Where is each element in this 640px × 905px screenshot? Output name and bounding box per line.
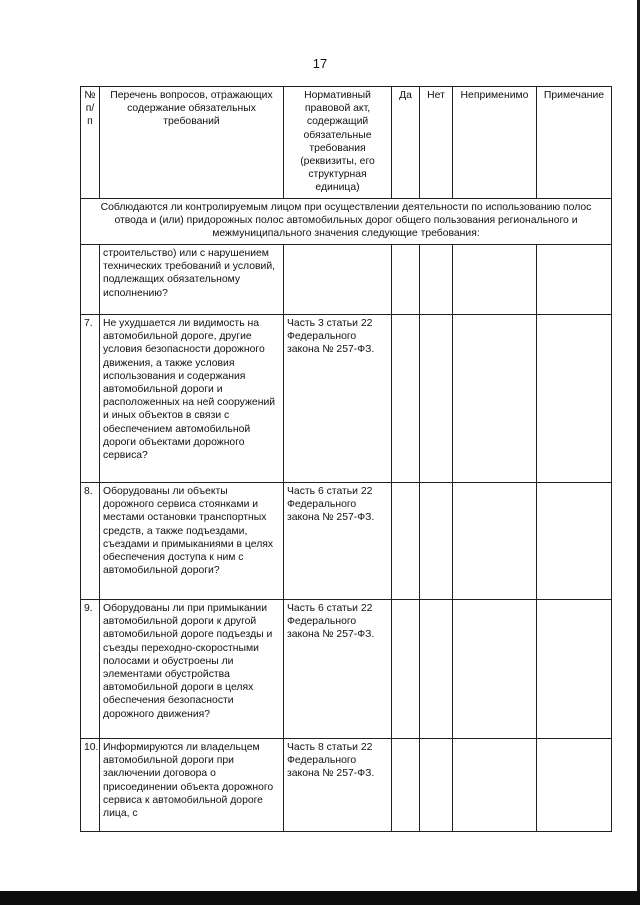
checklist-table bbox=[80, 86, 612, 832]
table-row bbox=[81, 245, 612, 315]
row-yes-cell[interactable] bbox=[392, 245, 420, 315]
row-question: Оборудованы ли при примыкании автомобильной дороги к другой автомобильной дороге подъезды и съезды переходно-скоростными полосами и обустроены ли элементами обустройства автомобильной дороги в целях обеспечения безопасности дорожного движения? bbox=[100, 600, 284, 739]
row-note-cell[interactable] bbox=[537, 245, 612, 315]
row-yes-cell[interactable] bbox=[392, 315, 420, 483]
row-no-cell[interactable] bbox=[420, 483, 453, 600]
row-note-cell[interactable] bbox=[537, 739, 612, 832]
row-not-applicable-cell[interactable] bbox=[453, 600, 537, 739]
page-number: 17 bbox=[312, 56, 328, 71]
row-legal-act bbox=[284, 245, 392, 315]
row-yes-cell[interactable] bbox=[392, 483, 420, 600]
section-title: Соблюдаются ли контролируемым лицом при осуществлении деятельности по использованию полос отвода и (или) придорожных полос автомобильных дорог общего пользования регионального и межмуниципального значения следующие требования: bbox=[81, 199, 612, 245]
header-row bbox=[81, 87, 612, 199]
row-question: Не ухудшается ли видимость на автомобильной дороге, другие условия безопасности дорожного движения, а также условия использования и содержания автомобильной дороги и расположенных на ней сооружений и иных объектов в связи с обеспечением автомобильной дороги объектами дорожного сервиса? bbox=[100, 315, 284, 483]
row-question: Оборудованы ли объекты дорожного сервиса стоянками и местами остановки транспортных средств, а также подъездами, съездами и примыканиями в целях обеспечения доступа к ним с автомобильной дороги? bbox=[100, 483, 284, 600]
row-no-cell[interactable] bbox=[420, 739, 453, 832]
row-note-cell[interactable] bbox=[537, 483, 612, 600]
row-number: 7. bbox=[81, 315, 100, 483]
table-row bbox=[81, 600, 612, 739]
row-number: 9. bbox=[81, 600, 100, 739]
row-not-applicable-cell[interactable] bbox=[453, 315, 537, 483]
header-yes: Да bbox=[392, 87, 420, 199]
header-not-applicable: Неприменимо bbox=[453, 87, 537, 199]
header-legal-act: Нормативный правовой акт, содержащий обязательные требования (реквизиты, его структурная единица) bbox=[284, 87, 392, 199]
row-number bbox=[81, 245, 100, 315]
row-not-applicable-cell[interactable] bbox=[453, 245, 537, 315]
table-row bbox=[81, 739, 612, 832]
header-note: Примечание bbox=[537, 87, 612, 199]
row-note-cell[interactable] bbox=[537, 600, 612, 739]
row-number: 10. bbox=[81, 739, 100, 832]
table-row bbox=[81, 315, 612, 483]
header-no: Нет bbox=[420, 87, 453, 199]
row-legal-act: Часть 3 статьи 22 Федерального закона № 257-ФЗ. bbox=[284, 315, 392, 483]
row-question: строительство) или с нарушением технических требований и условий, подлежащих обязательному исполнению? bbox=[100, 245, 284, 315]
row-no-cell[interactable] bbox=[420, 245, 453, 315]
row-yes-cell[interactable] bbox=[392, 600, 420, 739]
row-legal-act: Часть 8 статьи 22 Федерального закона № 257-ФЗ. bbox=[284, 739, 392, 832]
row-not-applicable-cell[interactable] bbox=[453, 483, 537, 600]
row-yes-cell[interactable] bbox=[392, 739, 420, 832]
row-note-cell[interactable] bbox=[537, 315, 612, 483]
row-no-cell[interactable] bbox=[420, 600, 453, 739]
row-question: Информируются ли владельцем автомобильной дороги при заключении договора о присоединении объекта дорожного сервиса к автомобильной дороге лица, с bbox=[100, 739, 284, 832]
row-number: 8. bbox=[81, 483, 100, 600]
row-no-cell[interactable] bbox=[420, 315, 453, 483]
row-legal-act: Часть 6 статьи 22 Федерального закона № 257-ФЗ. bbox=[284, 483, 392, 600]
row-not-applicable-cell[interactable] bbox=[453, 739, 537, 832]
row-legal-act: Часть 6 статьи 22 Федерального закона № 257-ФЗ. bbox=[284, 600, 392, 739]
header-number: № п/п bbox=[81, 87, 100, 199]
scan-bottom-edge bbox=[0, 891, 640, 905]
section-row bbox=[81, 199, 612, 245]
header-question: Перечень вопросов, отражающих содержание обязательных требований bbox=[100, 87, 284, 199]
table-row bbox=[81, 483, 612, 600]
